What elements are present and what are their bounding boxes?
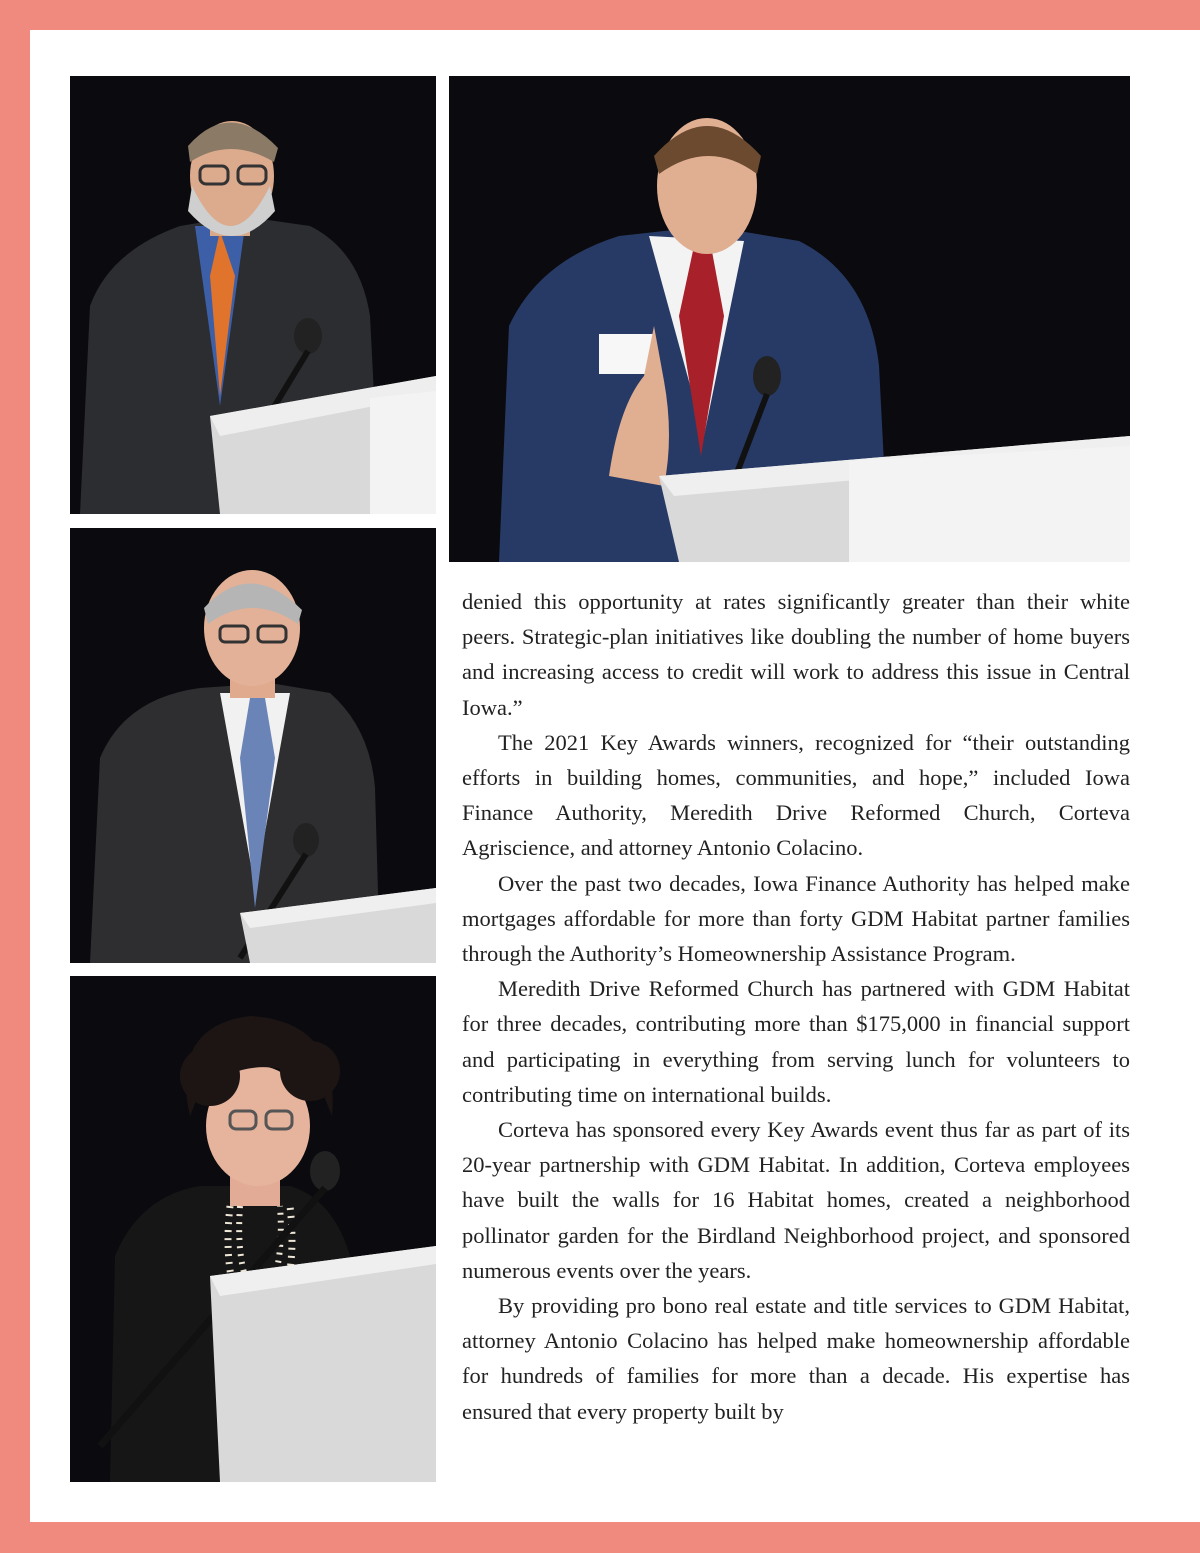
page-border-left	[0, 0, 30, 1553]
photo-speaker-pearls	[70, 976, 436, 1482]
photo-speaker-orange-tie	[70, 76, 436, 514]
article-body	[462, 584, 1130, 1484]
page-border-bottom	[0, 1522, 1200, 1553]
article-paragraph: By providing pro bono real estate and title services to GDM Habitat, attorney Antonio Colacino has helped make homeownership affordable for hundreds of families for more than a decade. His expertise has ensured that every property built by	[462, 1293, 1130, 1424]
article-paragraph: Over the past two decades, Iowa Finance Authority has helped make mortgages affordable for more than forty GDM Habitat partner families through the Authority’s Homeownership Assistance Program.	[462, 870, 1130, 967]
article-paragraph: Corteva has sponsored every Key Awards event thus far as part of its 20-year partnership with GDM Habitat. In addition, Corteva employees have built the walls for 16 Habitat homes, created a neighborhood pollinator garden for the Birdland Neighborhood project, and sponsored numerous events over the years.	[462, 1117, 1130, 1283]
page-border-top	[0, 0, 1200, 30]
article-paragraph: Meredith Drive Reformed Church has partnered with GDM Habitat for three decades, contributing more than $175,000 in financial support and participating in everything from serving lunch for volunteers to contributing time on international builds.	[462, 976, 1130, 1107]
photo-speaker-red-tie	[449, 76, 1130, 562]
photo-speaker-plaid-tie	[70, 528, 436, 963]
article-paragraph: The 2021 Key Awards winners, recognized for “their outstanding efforts in building homes, communities, and hope,” included Iowa Finance Authority, Meredith Drive Reformed Church, Corteva Agriscience, and attorney Antonio Colacino.	[462, 729, 1130, 861]
article-paragraph: denied this opportunity at rates significantly greater than their white peers. Strategic-plan initiatives like doubling the number of home buyers and increasing access to credit will work to address this issue in Central Iowa.”	[462, 589, 1130, 720]
